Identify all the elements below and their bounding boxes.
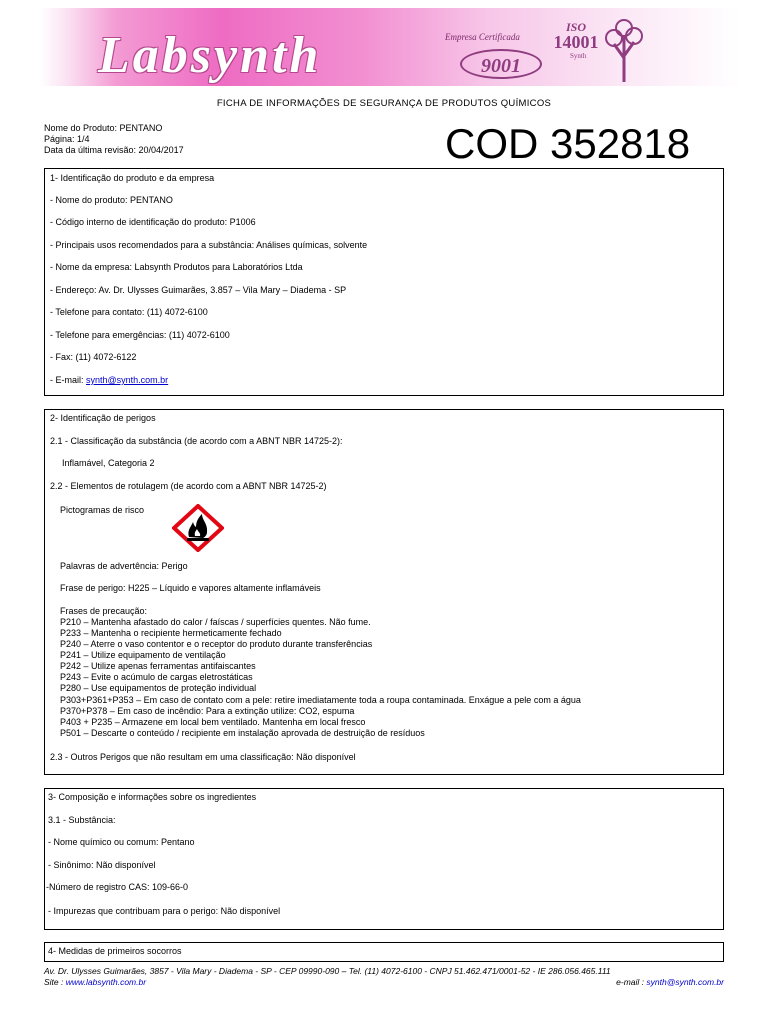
email-link[interactable]: synth@synth.com.br	[86, 375, 169, 385]
section-1-line: - Código interno de identificação do produto: P1006	[50, 217, 256, 227]
section-1-heading: 1- Identificação do produto e da empresa	[50, 173, 215, 183]
document-title: FICHA DE INFORMAÇÕES DE SEGURANÇA DE PRODUTOS QUÍMICOS	[216, 98, 552, 109]
flame-icon	[172, 504, 224, 552]
iso-small: Synth	[570, 52, 587, 60]
section-1-line: - Endereço: Av. Dr. Ulysses Guimarães, 3.857 – Vila Mary – Diadema - SP	[50, 285, 347, 295]
section-3-line: -Número de registro CAS: 109-66-0	[46, 882, 189, 892]
precaution-phrase: P501 – Descarte o conteúdo / recipiente em instalação aprovada de destruição de resíduos	[60, 728, 425, 738]
section-1-line: - Telefone para contato: (11) 4072-6100	[50, 307, 208, 317]
section-4-heading: 4- Medidas de primeiros socorros	[48, 946, 182, 956]
precaution-phrase: P303+P361+P353 – Em caso de contato com a pele: retire imediatamente toda a roupa contaminada. Enxágue a pele com a água	[60, 695, 581, 705]
header-banner	[40, 8, 740, 86]
precaution-phrase: P370+P378 – Em caso de incêndio: Para a extinção utilize: CO2, espuma	[60, 706, 355, 716]
hazard-phrase: Frase de perigo: H225 – Líquido e vapores altamente inflamáveis	[60, 583, 321, 593]
precaution-heading: Frases de precaução:	[60, 606, 148, 616]
certification-text: Empresa Certificada	[445, 32, 520, 42]
classification-value: Inflamável, Categoria 2	[62, 458, 155, 468]
product-name-line: Nome do Produto: PENTANO	[44, 123, 163, 133]
precaution-phrase: P233 – Mantenha o recipiente hermeticamente fechado	[60, 628, 282, 638]
section-1-line: - Fax: (11) 4072-6122	[50, 352, 137, 362]
precaution-phrase: P242 – Utilize apenas ferramentas antifaiscantes	[60, 661, 256, 671]
document-meta	[44, 123, 184, 156]
precaution-phrase: P210 – Mantenha afastado do calor / faíscas / superfícies quentes. Não fume.	[60, 617, 371, 627]
email-label: - E-mail:	[50, 375, 86, 385]
page-number-line: Página: 1/4	[44, 134, 90, 144]
classification-subheading: 2.1 - Classificação da substância (de acordo com a ABNT NBR 14725-2):	[50, 436, 343, 446]
footer-email-link[interactable]: synth@synth.com.br	[646, 977, 724, 987]
section-3-box	[44, 788, 724, 930]
footer-email	[616, 977, 724, 987]
other-hazards: 2.3 - Outros Perigos que não resultam em uma classificação: Não disponível	[50, 752, 356, 762]
precaution-phrase: P240 – Aterre o vaso contentor e o receptor do produto durante transferências	[60, 639, 373, 649]
precaution-phrase: P403 + P235 – Armazene em local bem ventilado. Mantenha em local fresco	[60, 717, 366, 727]
tree-icon	[604, 18, 644, 82]
section-1-line: - Principais usos recomendados para a substância: Análises químicas, solvente	[50, 240, 368, 250]
section-3-heading: 3- Composição e informações sobre os ingredientes	[48, 792, 257, 802]
section-1-line: - Nome do produto: PENTANO	[50, 195, 173, 205]
revision-date-line: Data da última revisão: 20/04/2017	[44, 145, 184, 155]
warning-words: Palavras de advertência: Perigo	[60, 561, 188, 571]
iso-label: ISO	[565, 20, 586, 34]
section-1-line: - Nome da empresa: Labsynth Produtos para Laboratórios Ltda	[50, 262, 303, 272]
precaution-phrase: P280 – Use equipamentos de proteção individual	[60, 683, 257, 693]
section-1-box	[44, 168, 724, 396]
email-line	[50, 375, 168, 385]
precaution-phrase: P241 – Utilize equipamento de ventilação	[60, 650, 226, 660]
footer-address: Av. Dr. Ulysses Guimarães, 3857 - Vila Mary - Diadema - SP - CEP 09990-090 – Tel. (11) 4072-6100 - CNPJ 51.462.471/0001-52 - IE 286.056.465.111	[44, 966, 611, 976]
section-3-line: - Impurezas que contribuam para o perigo: Não disponível	[48, 906, 281, 916]
substance-subheading: 3.1 - Substância:	[48, 815, 116, 825]
section-2-box	[44, 409, 724, 775]
footer-email-label: e-mail :	[616, 977, 647, 987]
footer-contacts	[44, 977, 724, 987]
site-link[interactable]: www.labsynth.com.br	[65, 977, 147, 987]
labeling-subheading: 2.2 - Elementos de rotulagem (de acordo com a ABNT NBR 14725-2)	[50, 481, 327, 491]
company-logo: Labsynth	[98, 27, 322, 84]
section-3-line: - Nome químico ou comum: Pentano	[48, 837, 195, 847]
section-3-line: - Sinônimo: Não disponível	[48, 860, 156, 870]
iso-number: 14001	[553, 32, 599, 52]
section-2-heading: 2- Identificação de perigos	[50, 413, 156, 423]
iso-9001-seal: 9001	[460, 49, 542, 79]
precaution-phrase: P243 – Evite o acúmulo de cargas eletrostáticas	[60, 672, 253, 682]
section-4-box	[44, 942, 724, 962]
product-code: COD 352818	[445, 120, 691, 167]
site-label: Site :	[44, 977, 66, 987]
section-1-line: - Telefone para emergências: (11) 4072-6100	[50, 330, 230, 340]
pictograms-label: Pictogramas de risco	[60, 505, 145, 515]
